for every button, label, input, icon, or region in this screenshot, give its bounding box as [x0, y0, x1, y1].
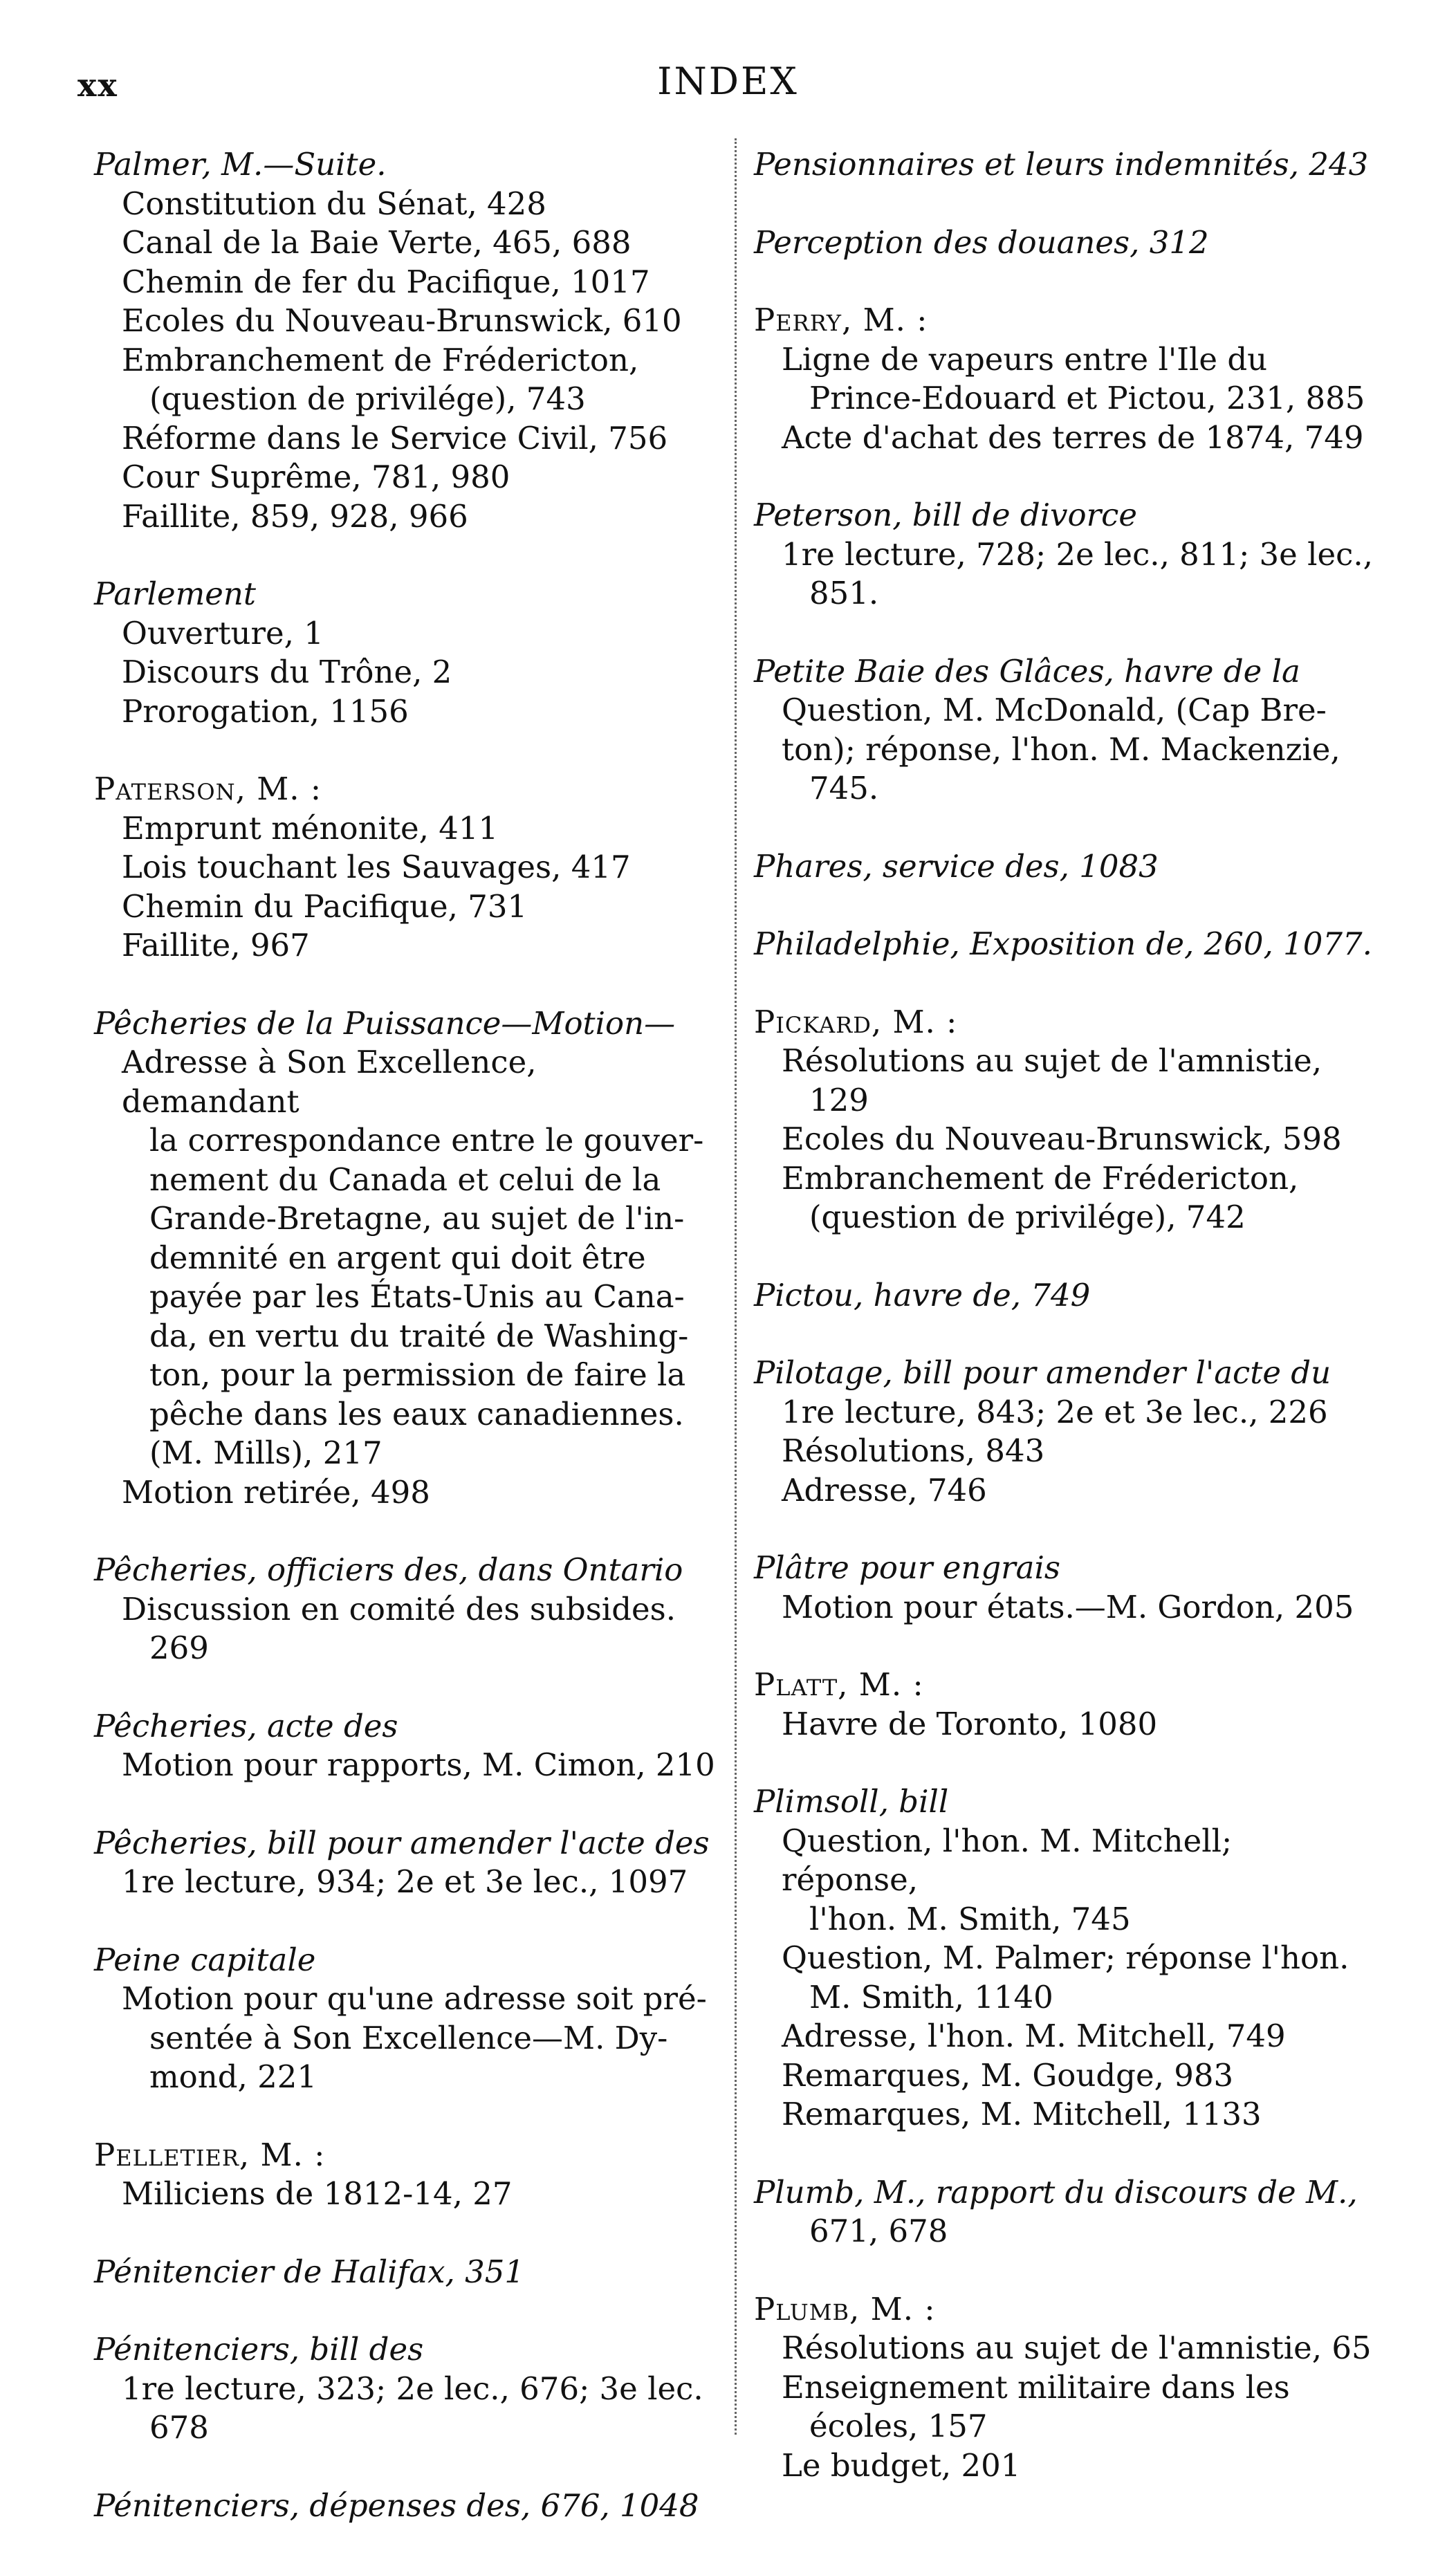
entry-heading: Pénitencier de Halifax, 351 — [94, 2253, 524, 2290]
index-column-right — [754, 145, 1376, 2524]
entry-subline: Miliciens de 1812-14, 27 — [122, 2175, 513, 2212]
entry-subline: Chemin de fer du Pacifique, 1017 — [122, 263, 650, 300]
entry-heading: Pictou, havre de, 749 — [754, 1276, 1091, 1313]
entry-heading: Phares, service des, 1083 — [754, 847, 1159, 885]
entry-subline: M. Smith, 1140 — [809, 1978, 1053, 2016]
entry-subline: Remarques, M. Goudge, 983 — [782, 2056, 1234, 2094]
index-column-left — [94, 145, 717, 2564]
page-number: xx — [77, 66, 118, 104]
entry-subline: 745. — [809, 770, 879, 806]
page-title: INDEX — [657, 59, 799, 103]
entry-subline: Ouverture, 1 — [122, 614, 324, 652]
index-entry — [754, 2290, 1376, 2486]
entry-subline: Lois touchant les Sauvages, 417 — [122, 849, 631, 885]
index-entry — [94, 1004, 717, 1513]
entry-subline: Prorogation, 1156 — [122, 692, 409, 730]
entry-subline: 1re lecture, 728; 2e lec., 811; 3e lec., — [782, 535, 1373, 573]
index-entry — [754, 652, 1376, 809]
entry-subline: 851. — [809, 575, 879, 611]
entry-subline: 678 — [149, 2409, 209, 2446]
entry-heading: Philadelphie, Exposition de, 260, 1077. — [754, 925, 1372, 962]
index-entry — [94, 1941, 717, 2097]
entry-subline: (M. Mills), 217 — [149, 1435, 383, 1471]
entry-heading: Peine capitale — [94, 1941, 316, 1978]
entry-subline: sentée à Son Excellence—M. Dy- — [149, 2019, 668, 2056]
entry-subline: Prince-Edouard et Pictou, 231, 885 — [809, 380, 1365, 416]
entry-heading: Pénitenciers, bill des — [94, 2331, 424, 2368]
index-entry — [754, 1549, 1376, 1627]
index-entry — [94, 1824, 717, 1902]
entry-subline: Cour Suprême, 781, 980 — [122, 459, 510, 495]
index-entry — [754, 145, 1376, 185]
index-entry — [94, 575, 717, 731]
entry-subline: Résolutions au sujet de l'amnistie, — [782, 1042, 1323, 1079]
entry-heading: Plumb, M. : — [754, 2290, 936, 2327]
entry-subline: Embranchement de Frédericton, — [122, 341, 639, 378]
column-divider — [735, 138, 737, 2435]
entry-subline: Enseignement militaire dans les — [782, 2368, 1290, 2406]
entry-subline: Question, l'hon. M. Mitchell; réponse, — [782, 1822, 1233, 1898]
entry-subline: Discussion en comité des subsides. — [122, 1590, 676, 1627]
entry-subline: da, en vertu du traité de Washing- — [149, 1317, 689, 1354]
entry-subline: payée par les États-Unis au Cana- — [149, 1278, 685, 1315]
entry-heading: Plimsoll, bill — [754, 1783, 949, 1820]
entry-subline: mond, 221 — [149, 2058, 317, 2095]
entry-heading: Pêcheries, officiers des, dans Ontario — [94, 1551, 683, 1588]
entry-subline: la correspondance entre le gouver- — [149, 1122, 704, 1159]
entry-subline: (question de privilége), 743 — [149, 380, 586, 417]
entry-subline: Le budget, 201 — [782, 2446, 1021, 2484]
entry-heading: Pêcheries, acte des — [94, 1707, 398, 1744]
entry-subline: Faillite, 967 — [122, 927, 310, 963]
entry-subline: Résolutions au sujet de l'amnistie, 65 — [782, 2330, 1372, 2366]
index-entry — [94, 145, 717, 536]
entry-subline: l'hon. M. Smith, 745 — [809, 1900, 1131, 1937]
entry-subline: Adresse, l'hon. M. Mitchell, 749 — [782, 2018, 1286, 2054]
entry-subline: 129 — [809, 1081, 869, 1118]
index-entry — [754, 1782, 1376, 2134]
entry-heading: Palmer, M.—Suite. — [94, 146, 387, 183]
entry-subline: Ligne de vapeurs entre l'Ile du — [782, 340, 1268, 378]
index-entry — [94, 2253, 717, 2292]
entry-heading: Plâtre pour engrais — [754, 1549, 1060, 1586]
entry-heading: Pensionnaires et leurs indemnités, 243 — [754, 146, 1369, 183]
index-entry — [754, 1003, 1376, 1237]
entry-heading: Parlement — [94, 575, 256, 612]
entry-subline: Acte d'achat des terres de 1874, 749 — [782, 418, 1364, 456]
entry-heading: Pêcheries, bill pour amender l'acte des — [94, 1824, 710, 1861]
index-entry — [754, 925, 1376, 964]
index-entry — [754, 1666, 1376, 1744]
entry-subline: 269 — [149, 1630, 209, 1666]
entry-heading: Platt, M. : — [754, 1666, 924, 1703]
entry-subline: Ecoles du Nouveau-Brunswick, 610 — [122, 302, 682, 339]
entry-subline: 671, 678 — [809, 2213, 948, 2249]
index-entry — [754, 847, 1376, 887]
entry-subline: Ecoles du Nouveau-Brunswick, 598 — [782, 1120, 1342, 1157]
index-entry — [754, 301, 1376, 457]
entry-subline: Adresse à Son Excellence, demandant — [122, 1044, 537, 1120]
entry-subline: Résolutions, 843 — [782, 1432, 1045, 1469]
entry-heading: Paterson, M. : — [94, 771, 322, 807]
index-entry — [754, 496, 1376, 614]
index-entry — [754, 2173, 1376, 2251]
entry-subline: Motion pour états.—M. Gordon, 205 — [782, 1588, 1354, 1625]
entry-subline: pêche dans les eaux canadiennes. — [149, 1395, 684, 1432]
index-entry — [94, 2330, 717, 2448]
entry-subline: 1re lecture, 843; 2e et 3e lec., 226 — [782, 1393, 1328, 1430]
entry-subline: Discours du Trône, 2 — [122, 654, 452, 690]
entry-subline: Motion pour rapports, M. Cimon, 210 — [122, 1746, 715, 1783]
entry-subline: Grande-Bretagne, au sujet de l'in- — [149, 1200, 685, 1237]
index-entry — [754, 1354, 1376, 1510]
entry-subline: Constitution du Sénat, 428 — [122, 185, 546, 222]
entry-heading: Pickard, M. : — [754, 1003, 958, 1040]
entry-subline: demnité en argent qui doit être — [149, 1239, 646, 1276]
entry-heading: Peterson, bill de divorce — [754, 497, 1137, 533]
entry-heading: Pelletier, M. : — [94, 2136, 326, 2173]
entry-subline: Emprunt ménonite, 411 — [122, 809, 499, 847]
index-entry — [754, 1276, 1376, 1316]
entry-subline: nement du Canada et celui de la — [149, 1161, 661, 1198]
entry-subline: ton, pour la permission de faire la — [149, 1356, 686, 1393]
entry-heading: Pilotage, bill pour amender l'acte du — [754, 1354, 1331, 1391]
index-entry — [94, 770, 717, 966]
entry-subline: Motion pour qu'une adresse soit pré- — [122, 1980, 707, 2017]
entry-subline: ton); réponse, l'hon. M. Mackenzie, — [782, 730, 1340, 768]
entry-subline: Réforme dans le Service Civil, 756 — [122, 419, 668, 456]
entry-subline: écoles, 157 — [809, 2408, 988, 2444]
entry-subline: Motion retirée, 498 — [122, 1473, 430, 1511]
index-entry — [94, 2136, 717, 2214]
entry-subline: Embranchement de Frédericton, — [782, 1159, 1299, 1197]
entry-subline: 1re lecture, 934; 2e et 3e lec., 1097 — [122, 1863, 688, 1900]
entry-heading: Pêcheries de la Puissance—Motion— — [94, 1004, 676, 1042]
entry-heading: Perception des douanes, 312 — [754, 223, 1209, 261]
index-entry — [94, 1707, 717, 1785]
index-entry — [754, 223, 1376, 263]
entry-subline: Remarques, M. Mitchell, 1133 — [782, 2096, 1262, 2132]
entry-subline: Chemin du Pacifique, 731 — [122, 887, 528, 925]
entry-subline: Havre de Toronto, 1080 — [782, 1705, 1158, 1742]
entry-subline: Question, M. Palmer; réponse l'hon. — [782, 1939, 1349, 1976]
entry-heading: Plumb, M., rapport du discours de M., — [754, 2173, 1358, 2211]
entry-subline: (question de privilége), 742 — [809, 1199, 1246, 1235]
entry-heading: Petite Baie des Glâces, havre de la — [754, 652, 1300, 690]
entry-subline: Faillite, 859, 928, 966 — [122, 497, 468, 535]
entry-heading: Pénitenciers, dépenses des, 676, 1048 — [94, 2487, 699, 2524]
entry-heading: Perry, M. : — [754, 302, 928, 338]
index-entry — [94, 1551, 717, 1668]
entry-subline: Question, M. McDonald, (Cap Bre- — [782, 692, 1327, 728]
entry-subline: Adresse, 746 — [782, 1471, 987, 1509]
entry-subline: Canal de la Baie Verte, 465, 688 — [122, 224, 632, 261]
entry-subline: 1re lecture, 323; 2e lec., 676; 3e lec. — [122, 2370, 703, 2407]
